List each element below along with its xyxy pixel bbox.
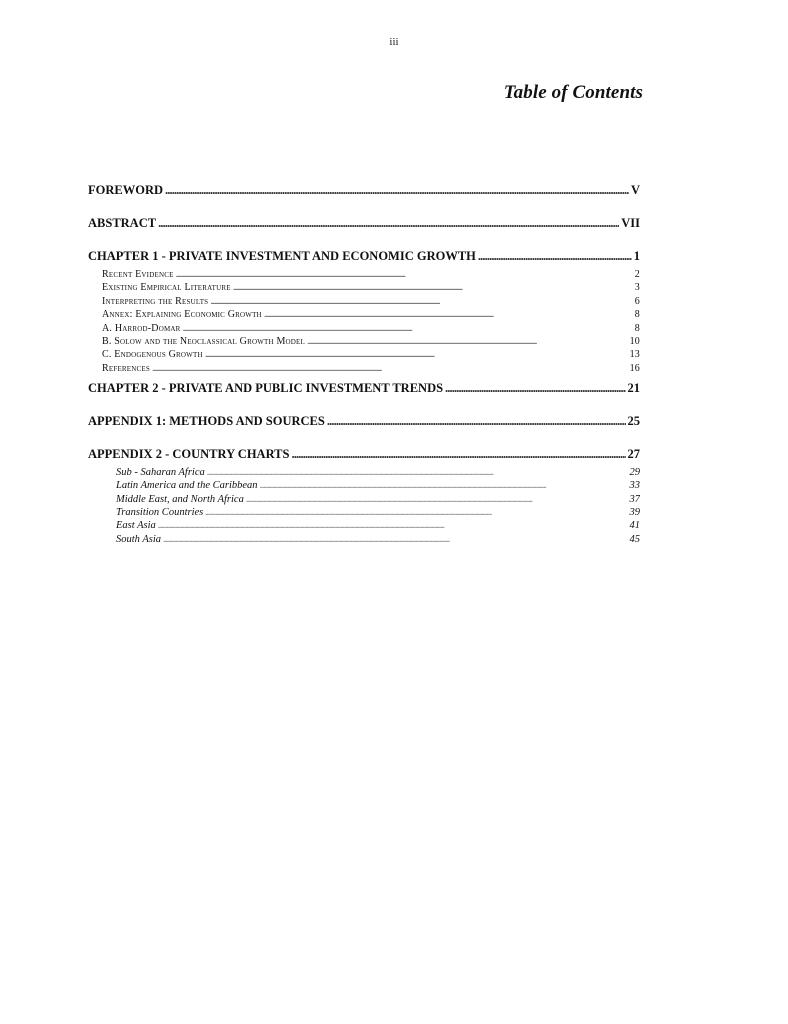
toc-subentry[interactable] <box>88 281 640 294</box>
toc-entry-page: 13 <box>629 349 640 361</box>
toc-entry-label: ABSTRACT <box>88 216 157 230</box>
dot-leader <box>207 466 628 479</box>
toc-entry-label: Middle East, and North Africa <box>116 493 244 505</box>
dot-leader <box>478 248 632 264</box>
dot-leader <box>163 533 627 546</box>
dot-leader <box>307 335 628 348</box>
toc-entry-page: 2 <box>634 269 640 280</box>
dot-leader <box>246 493 628 506</box>
toc-entry-page: V <box>630 183 640 197</box>
dot-leader <box>291 446 625 462</box>
dot-leader <box>183 322 633 335</box>
dot-leader <box>233 281 633 294</box>
dot-leader <box>327 413 626 429</box>
toc-entry-label: B. Solow and the Neoclassical Growth Model <box>102 335 306 347</box>
toc-entry-label: Latin America and the Caribbean <box>116 480 258 492</box>
toc-entry-page: 3 <box>634 282 640 294</box>
toc-subentry[interactable] <box>88 506 640 519</box>
toc-entry-page: 29 <box>629 467 640 479</box>
toc-entry-page: 33 <box>629 480 640 492</box>
toc-subentry[interactable] <box>88 519 640 532</box>
toc-entry-chapter-2[interactable] <box>88 380 640 396</box>
toc-entry-label: APPENDIX 1: METHODS AND SOURCES <box>88 414 325 429</box>
toc-entry-page: 45 <box>629 533 640 545</box>
toc-subentry[interactable] <box>88 362 640 375</box>
toc-subentry[interactable] <box>88 295 640 308</box>
toc-entry-label: East Asia <box>116 520 156 532</box>
toc-entry-label: Transition Countries <box>116 507 204 519</box>
toc-entry-label: Interpreting the Results <box>102 295 209 307</box>
dot-leader <box>260 479 628 492</box>
toc-entry-page: 25 <box>627 414 640 429</box>
toc-entry-label: References <box>102 362 150 374</box>
dot-leader <box>205 506 627 519</box>
toc-subentry[interactable] <box>88 466 640 479</box>
toc-entry-page: 8 <box>634 322 640 334</box>
toc-subentry[interactable] <box>88 493 640 506</box>
toc-entry-label: C. Endogenous Growth <box>102 349 203 361</box>
toc-entry-label: Existing Empirical Literature <box>102 282 231 294</box>
toc-entry-page: 1 <box>633 249 640 263</box>
toc-entry-label: FOREWORD <box>88 183 163 197</box>
toc-entry-chapter-1[interactable] <box>88 248 640 264</box>
toc-subentry[interactable] <box>88 335 640 348</box>
dot-leader <box>205 348 628 361</box>
toc-entry-label: APPENDIX 2 - COUNTRY CHARTS <box>88 447 290 462</box>
dot-leader <box>445 380 625 396</box>
toc-entry-abstract[interactable] <box>88 215 640 231</box>
toc-entry-page: 41 <box>629 520 640 532</box>
page-title: Table of Contents <box>503 82 643 103</box>
dot-leader <box>264 308 633 321</box>
toc-entry-page: 37 <box>629 493 640 505</box>
toc-entry-page: VII <box>621 216 640 230</box>
toc-entry-page: 8 <box>634 309 640 321</box>
toc-entry-page: 27 <box>627 447 640 462</box>
toc-entry-page: 21 <box>627 381 640 396</box>
toc-subentry[interactable] <box>88 533 640 546</box>
toc-entry-label: Recent Evidence <box>102 269 174 280</box>
page-number: iii <box>389 36 399 48</box>
toc-subentry[interactable] <box>88 268 640 281</box>
toc-entry-label: Annex: Explaining Economic Growth <box>102 309 262 321</box>
toc-entry-page: 16 <box>629 362 640 374</box>
toc-entry-appendix-2[interactable] <box>88 446 640 462</box>
toc-entry-label: CHAPTER 2 - PRIVATE AND PUBLIC INVESTMENT TRENDS <box>88 381 444 396</box>
dot-leader <box>152 362 628 375</box>
dot-leader <box>158 519 628 532</box>
toc-subentry[interactable] <box>88 322 640 335</box>
toc-entry-appendix-1[interactable] <box>88 413 640 429</box>
toc-subentry[interactable] <box>88 308 640 321</box>
table-of-contents <box>88 182 640 546</box>
dot-leader <box>165 182 629 198</box>
dot-leader <box>158 215 619 231</box>
dot-leader <box>210 295 633 308</box>
toc-entry-page: 10 <box>629 335 640 347</box>
toc-entry-foreword[interactable] <box>88 182 640 198</box>
toc-entry-label: South Asia <box>116 533 162 545</box>
toc-subentry[interactable] <box>88 479 640 492</box>
toc-entry-page: 39 <box>629 507 640 519</box>
toc-entry-label: CHAPTER 1 - PRIVATE INVESTMENT AND ECONOMIC GROWTH <box>88 249 476 263</box>
toc-entry-label: Sub - Saharan Africa <box>116 467 205 479</box>
dot-leader <box>176 268 633 281</box>
toc-entry-page: 6 <box>634 295 640 307</box>
toc-entry-label: A. Harrod-Domar <box>102 322 181 334</box>
toc-subentry[interactable] <box>88 348 640 361</box>
